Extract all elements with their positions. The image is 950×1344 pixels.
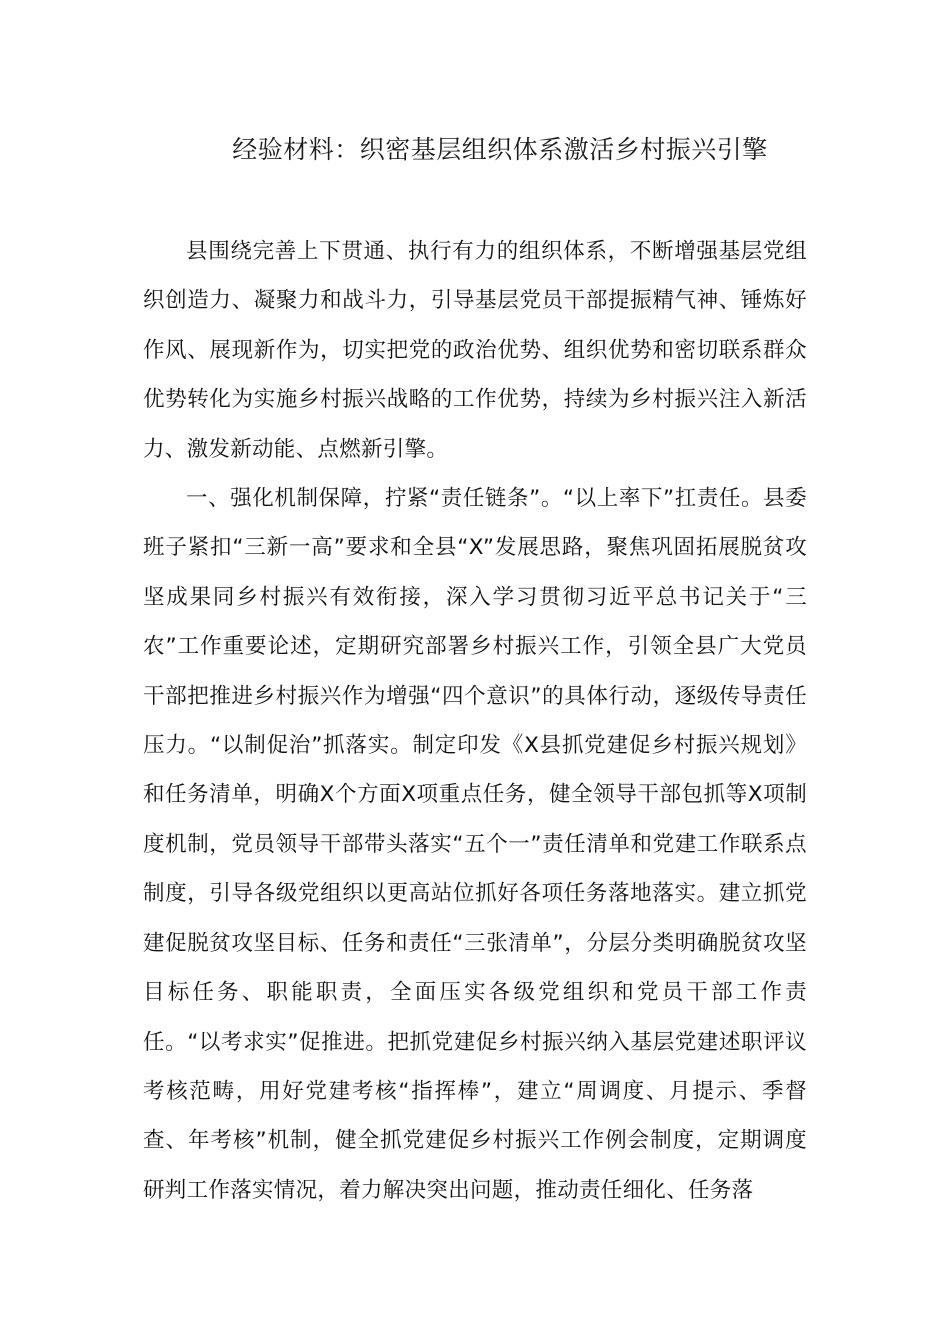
- paragraph-intro: 县围绕完善上下贯通、执行有力的组织体系，不断增强基层党组织创造力、凝聚力和战斗力，引导基层党员干部提振精气神、锤炼好作风、展现新作为，切实把党的政治优势、组织优势和密切联系群众优势转化为实施乡村振兴战略的工作优势，持续为乡村振兴注入新活力、激发新动能、点燃新引擎。: [143, 239, 807, 462]
- document-body: [143, 227, 807, 1215]
- paragraph-section-1: 一、强化机制保障，拧紧“责任链条”。“以上率下”扛责任。县委班子紧扣“三新一高”要求和全县“X”发展思路，聚焦巩固拓展脱贫攻坚成果同乡村振兴有效衔接，深入学习贯彻习近平总书记关于“三农”工作重要论述，定期研究部署乡村振兴工作，引领全县广大党员干部把推进乡村振兴作为增强“四个意识”的具体行动，逐级传导责任压力。“以制促治”抓落实。制定印发《X县抓党建促乡村振兴规划》和任务清单，明确X个方面X项重点任务，健全领导干部包抓等X项制度机制，党员领导干部带头落实“五个一”责任清单和党建工作联系点制度，引导各级党组织以更高站位抓好各项任务落地落实。建立抓党建促脱贫攻坚目标、任务和责任“三张清单”，分层分类明确脱贫攻坚目标任务、职能职责，全面压实各级党组织和党员干部工作责任。“以考求实”促推进。把抓党建促乡村振兴纳入基层党建述职评议考核范畴，用好党建考核“指挥棒”，建立“周调度、月提示、季督查、年考核”机制，健全抓党建促乡村振兴工作例会制度，定期调度研判工作落实情况，着力解决突出问题，推动责任细化、任务落: [143, 486, 807, 1203]
- document-title: 经验材料：织密基层组织体系激活乡村振兴引擎: [232, 135, 768, 164]
